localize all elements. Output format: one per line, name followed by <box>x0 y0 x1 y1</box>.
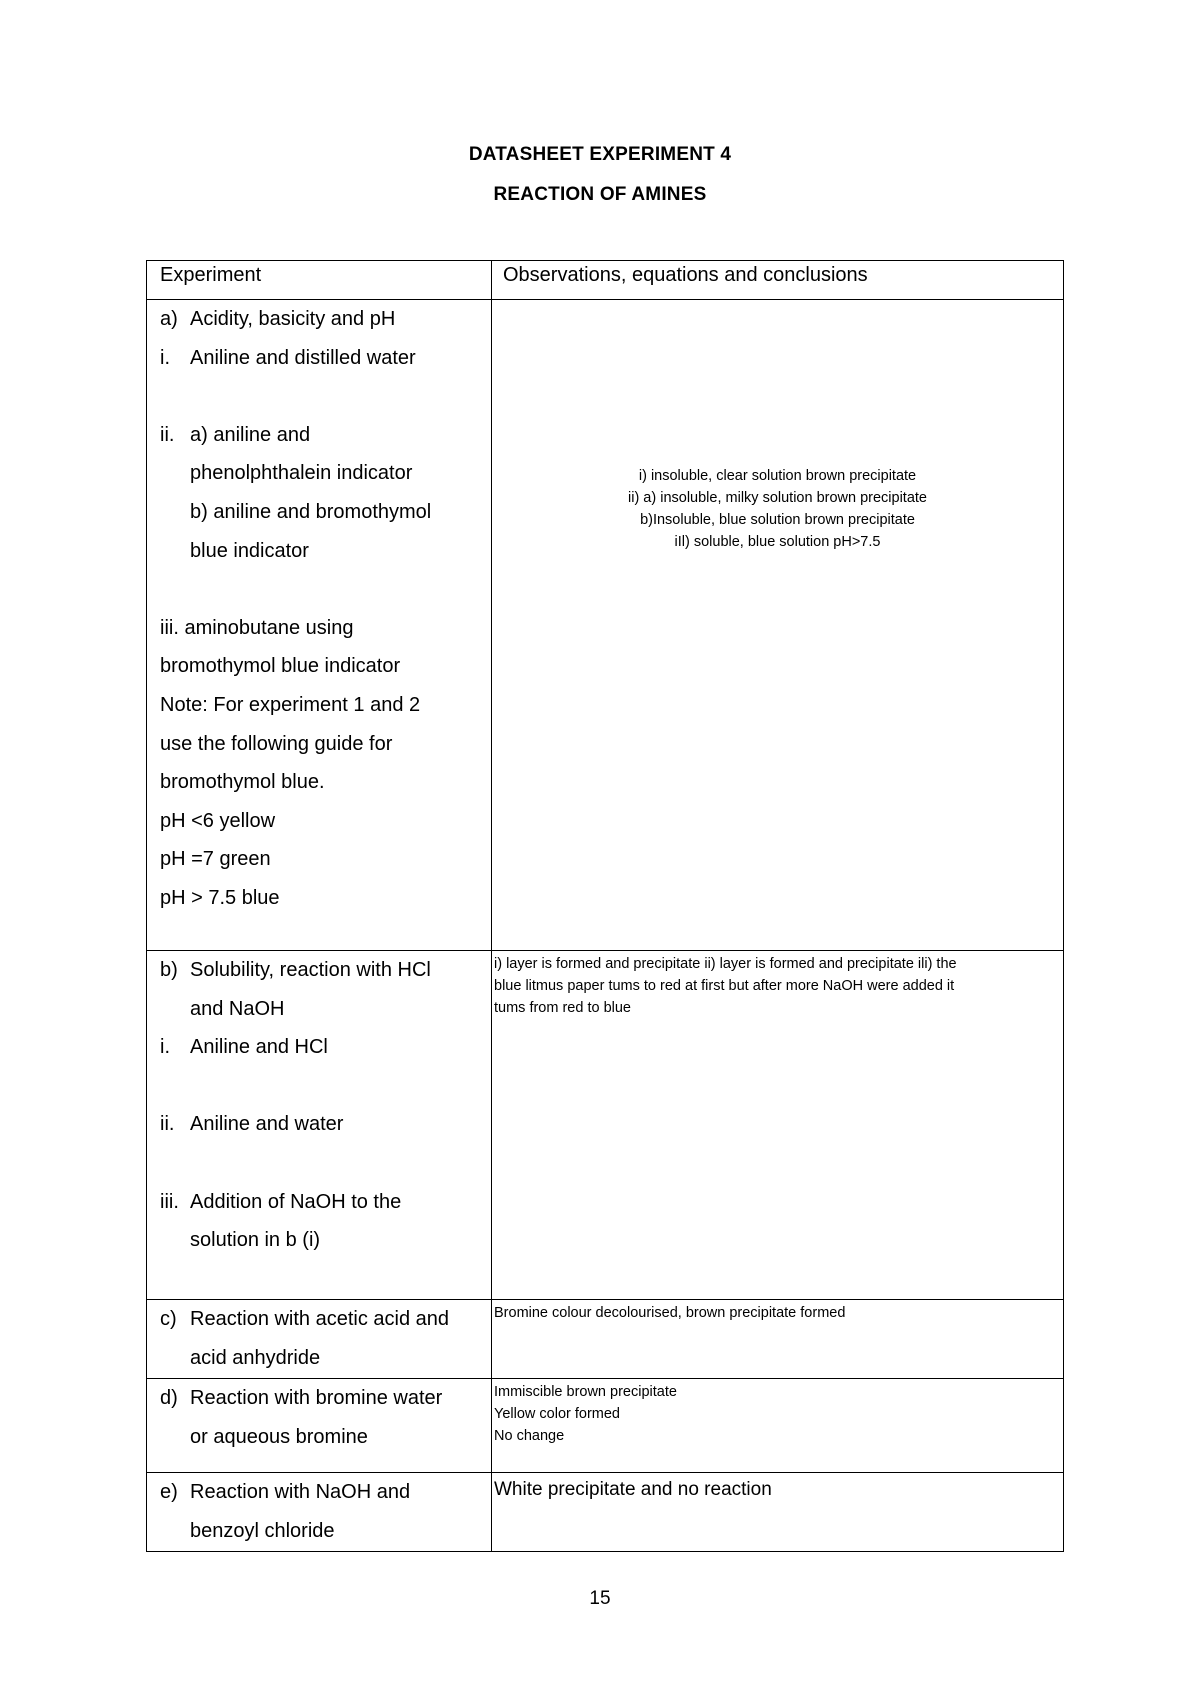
table-row <box>147 1300 1064 1379</box>
observation-cell-c: Bromine colour decolourised, brown precipitate formed <box>492 1300 1064 1379</box>
header-observations: Observations, equations and conclusions <box>492 261 1064 300</box>
table-row <box>147 300 1064 951</box>
table-header-row <box>147 261 1064 300</box>
observation-cell-e: White precipitate and no reaction <box>492 1473 1064 1552</box>
experiment-cell-e: e) Reaction with NaOH and benzoyl chloride <box>147 1473 492 1552</box>
page-subtitle: REACTION OF AMINES <box>493 184 707 205</box>
table-row <box>147 1473 1064 1552</box>
observation-cell-d: Immiscible brown precipitate Yellow color formed No change <box>492 1379 1064 1473</box>
datasheet-table <box>146 260 1064 1552</box>
experiment-cell-c: c) Reaction with acetic acid and acid anhydride <box>147 1300 492 1379</box>
header-experiment: Experiment <box>147 261 492 300</box>
observation-cell-a: i) insoluble, clear solution brown precipitate ii) a) insoluble, milky solution brown precipitate b)Insoluble, blue solution brown precipitate iIl) soluble, blue solution pH>7.5 <box>492 300 1064 951</box>
experiment-cell-b: b) Solubility, reaction with HCl and NaOH i. Aniline and HCl ii. Aniline and water iii. Addition of NaOH to the solution in b (i) <box>147 951 492 1300</box>
section-title: Acidity, basicity and pH <box>190 308 396 330</box>
table-row <box>147 951 1064 1300</box>
observation-cell-b: i) layer is formed and precipitate ii) layer is formed and precipitate ili) the blue litmus paper tums to red at first but after more NaOH were added it tums from red to blue <box>492 951 1064 1300</box>
experiment-cell-a: a) Acidity, basicity and pH i. Aniline and distilled water ii. a) aniline and phenolphthalein indicator b) aniline and bromothymol blue indicator iii. aminobutane using bromothymol blue indicator Note: For experiment 1 and 2 use the following guide for bromothymol blue. pH <6 yellow pH =7 green pH > 7.5 blue <box>147 300 492 951</box>
experiment-cell-d: d) Reaction with bromine water or aqueous bromine <box>147 1379 492 1473</box>
table-row <box>147 1379 1064 1473</box>
page-number: 15 <box>589 1588 611 1609</box>
page-title: DATASHEET EXPERIMENT 4 <box>468 144 732 165</box>
